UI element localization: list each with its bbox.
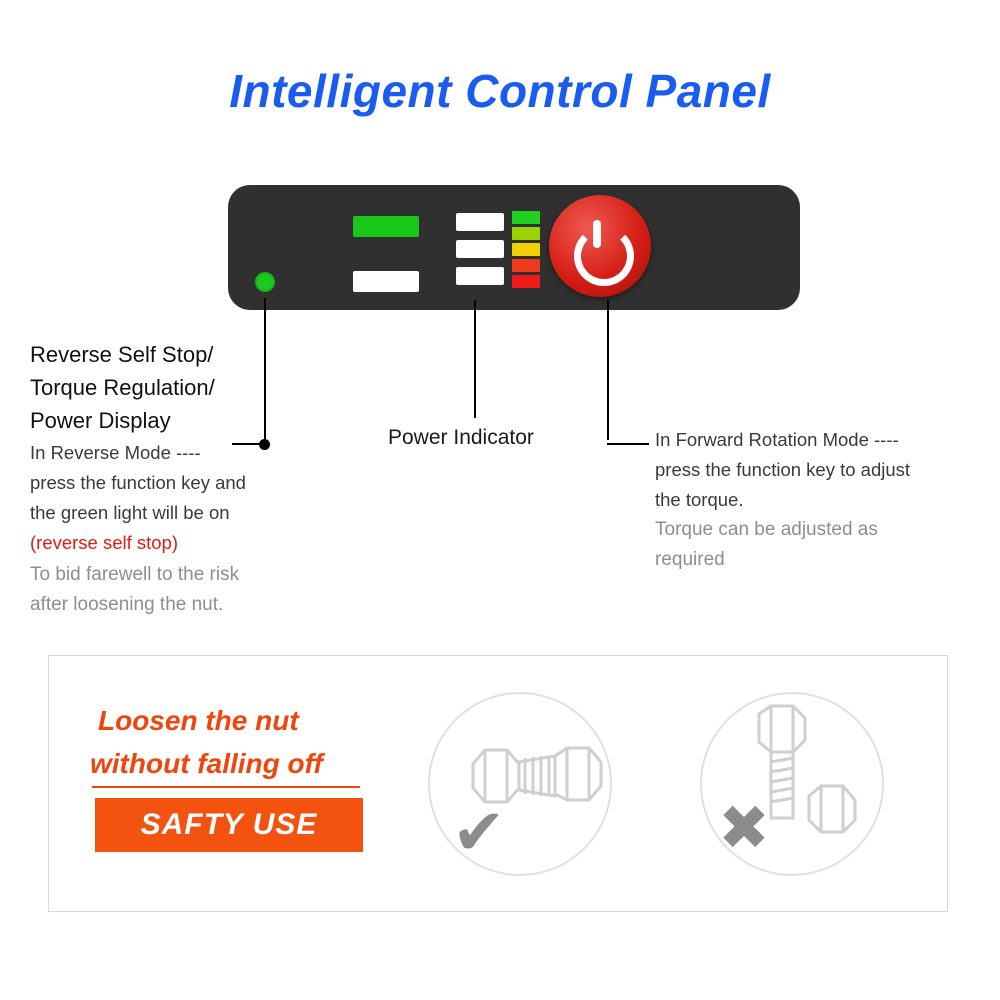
- safty-use-badge: SAFTY USE: [95, 798, 363, 852]
- loosen-heading-line2: without falling off: [90, 748, 323, 779]
- right-callout-note: [655, 515, 955, 575]
- leader-line-middle: [474, 300, 476, 418]
- right-callout-body-line1: In Forward Rotation Mode ----: [655, 429, 899, 450]
- left-callout-body: [30, 438, 300, 558]
- torque-bar-lit-icon: [353, 216, 419, 237]
- left-callout-body-line3: the green light will be on: [30, 502, 230, 523]
- battery-segment-4-icon: [512, 259, 540, 272]
- left-callout-heading-line3: Power Display: [30, 408, 171, 433]
- right-callout-body-line3: the torque.: [655, 489, 744, 510]
- leader-line-right-vertical: [607, 300, 609, 440]
- mode-bar-1-icon: [456, 213, 504, 231]
- mode-bar-2-icon: [456, 240, 504, 258]
- right-callout-note-line2: required: [655, 549, 725, 570]
- right-callout-note-line1: Torque can be adjusted as: [655, 519, 878, 540]
- power-button[interactable]: [549, 195, 651, 297]
- left-callout-heading-line2: Torque Regulation/: [30, 375, 215, 400]
- left-callout-body-red: (reverse self stop): [30, 532, 179, 553]
- check-mark-icon: ✔: [452, 796, 506, 868]
- left-callout-note: [30, 560, 320, 620]
- battery-segment-2-icon: [512, 227, 540, 240]
- loosen-heading-line1: Loosen the nut: [98, 705, 299, 736]
- power-indicator-label: Power Indicator: [388, 426, 534, 449]
- torque-bar-off-icon: [353, 271, 419, 292]
- left-callout-note-line1: To bid farewell to the risk: [30, 564, 240, 585]
- right-callout-body: [655, 425, 955, 515]
- leader-line-right-horizontal: [607, 443, 649, 445]
- power-icon: [574, 220, 626, 272]
- battery-segment-3-icon: [512, 243, 540, 256]
- right-callout-body-line2: press the function key to adjust: [655, 459, 911, 480]
- battery-segment-5-icon: [512, 275, 540, 288]
- left-callout-heading: [30, 338, 290, 437]
- green-indicator-led-icon: [255, 272, 275, 292]
- cross-mark-icon: ✖: [718, 794, 770, 863]
- page-title: Intelligent Control Panel: [229, 65, 771, 117]
- left-callout-body-line2: press the function key and: [30, 472, 246, 493]
- loosen-heading-underline: [92, 786, 360, 788]
- left-callout-note-line2: after loosening the nut.: [30, 594, 224, 615]
- battery-segment-1-icon: [512, 211, 540, 224]
- left-callout-body-line1: In Reverse Mode ----: [30, 442, 201, 463]
- left-callout-heading-line1: Reverse Self Stop/: [30, 342, 214, 367]
- mode-bar-3-icon: [456, 267, 504, 285]
